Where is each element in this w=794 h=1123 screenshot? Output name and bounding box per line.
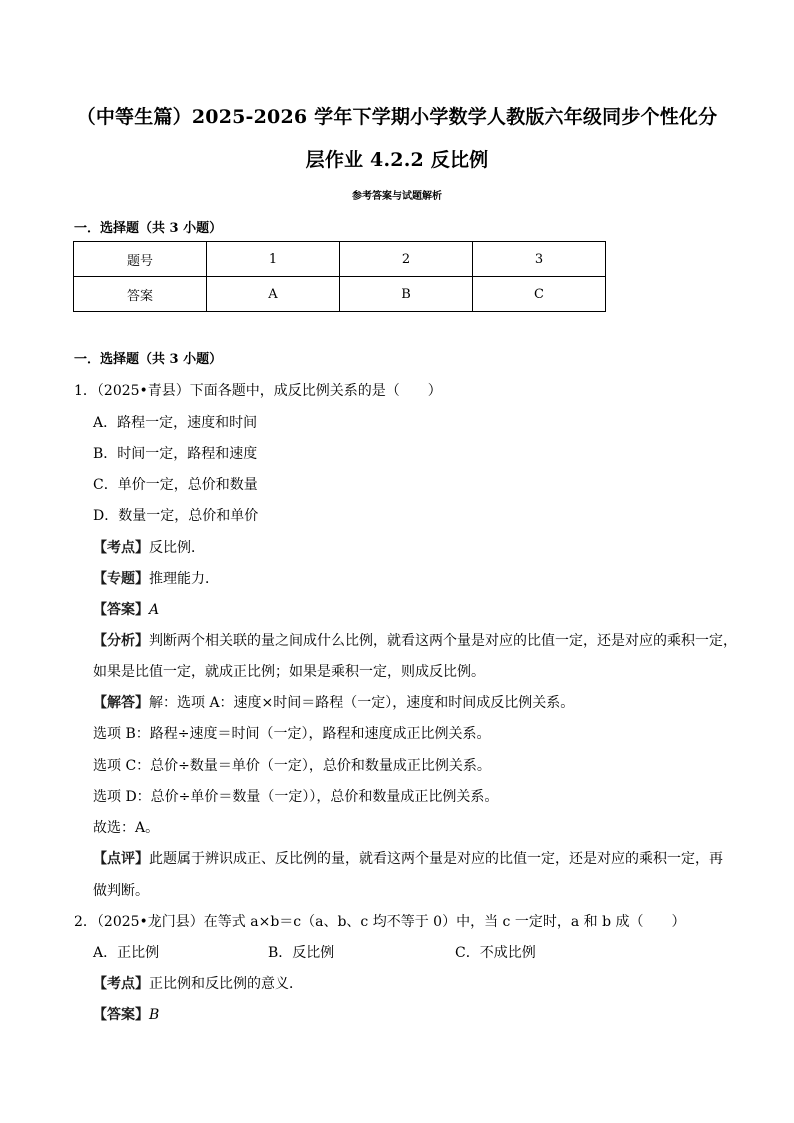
document-title-line-2: 层作业 4.2.2 反比例 bbox=[305, 149, 489, 171]
answer-table bbox=[73, 241, 606, 312]
comment-text-2: 做判断。 bbox=[93, 883, 149, 899]
kaodian-tag: 【考点】 bbox=[93, 976, 149, 992]
question-2-stem: 2．（2025•龙门县）在等式 a×b＝c（a、b、c 均不等于 0）中，当 c 一定时，a 和 b 成（ ） bbox=[74, 914, 686, 930]
answer-tag: 【答案】 bbox=[93, 602, 149, 618]
question-2-kaodian bbox=[93, 973, 303, 993]
question-1-comment bbox=[93, 848, 723, 868]
kaodian-text: 正比例和反比例的意义． bbox=[149, 976, 303, 992]
table-cell: 题号 bbox=[74, 242, 207, 277]
answer-table-answer-row bbox=[74, 277, 606, 312]
table-cell: 1 bbox=[207, 242, 340, 277]
document-subtitle: 参考答案与试题解析 bbox=[352, 191, 442, 202]
analysis-text-2: 如果是比值一定，就成正比例；如果是乘积一定，则成反比例。 bbox=[93, 664, 485, 680]
question-2-option-b: B．反比例 bbox=[268, 945, 335, 961]
solution-text-2: 选项 B：路程÷速度＝时间（一定），路程和速度成正比例关系。 bbox=[93, 726, 491, 742]
solution-tag: 【解答】 bbox=[93, 695, 149, 711]
section-heading-choice-detail: 一．选择题（共 3 小题） bbox=[74, 352, 223, 367]
analysis-tag: 【分析】 bbox=[93, 633, 149, 649]
question-2-option-a: A．正比例 bbox=[93, 945, 160, 961]
table-cell: 2 bbox=[340, 242, 473, 277]
solution-text-3: 选项 C：总价÷数量＝单价（一定），总价和数量成正比例关系。 bbox=[93, 758, 491, 774]
question-1-answer bbox=[93, 599, 159, 619]
zhuanti-text: 推理能力． bbox=[149, 571, 219, 587]
table-cell: A bbox=[207, 277, 340, 312]
solution-text-4: 选项 D：总价÷单价＝数量（一定）），总价和数量成正比例关系。 bbox=[93, 789, 499, 805]
comment-tag: 【点评】 bbox=[93, 851, 149, 867]
question-1-option-d: D．数量一定，总价和单价 bbox=[93, 508, 259, 524]
question-1-option-c: C．单价一定，总价和数量 bbox=[93, 477, 258, 493]
table-cell: C bbox=[473, 277, 606, 312]
zhuanti-tag: 【专题】 bbox=[93, 571, 149, 587]
question-1-analysis bbox=[93, 630, 737, 650]
question-1-option-b: B．时间一定，路程和速度 bbox=[93, 446, 258, 462]
table-cell: B bbox=[340, 277, 473, 312]
solution-text-1: 解：选项 A：速度×时间＝路程（一定），速度和时间成反比例关系。 bbox=[149, 695, 575, 711]
question-2-answer bbox=[93, 1004, 159, 1024]
answer-text: A bbox=[149, 602, 160, 618]
kaodian-text: 反比例． bbox=[149, 540, 205, 556]
comment-text-1: 此题属于辨识成正、反比例的量，就看这两个量是对应的比值一定，还是对应的乘积一定，再 bbox=[149, 851, 723, 867]
table-cell: 答案 bbox=[74, 277, 207, 312]
question-1-option-a: A．路程一定，速度和时间 bbox=[93, 415, 258, 431]
section-heading-choice: 一．选择题（共 3 小题） bbox=[74, 221, 223, 236]
answer-text: B bbox=[149, 1007, 160, 1023]
kaodian-tag: 【考点】 bbox=[93, 540, 149, 556]
question-1-zhuanti bbox=[93, 568, 219, 588]
question-1-kaodian bbox=[93, 537, 205, 557]
answer-table-header-row bbox=[74, 242, 606, 277]
analysis-text-1: 判断两个相关联的量之间成什么比例，就看这两个量是对应的比值一定，还是对应的乘积一定， bbox=[149, 633, 737, 649]
table-cell: 3 bbox=[473, 242, 606, 277]
solution-text-5: 故选：A。 bbox=[93, 820, 160, 836]
document-title-line-1: （中等生篇）2025-2026 学年下学期小学数学人教版六年级同步个性化分 bbox=[76, 106, 718, 128]
question-1-stem: 1．（2025•青县）下面各题中，成反比例关系的是（ ） bbox=[74, 383, 442, 399]
question-1-solution bbox=[93, 692, 574, 712]
question-2-option-c: C．不成比例 bbox=[455, 945, 536, 961]
answer-tag: 【答案】 bbox=[93, 1007, 149, 1023]
